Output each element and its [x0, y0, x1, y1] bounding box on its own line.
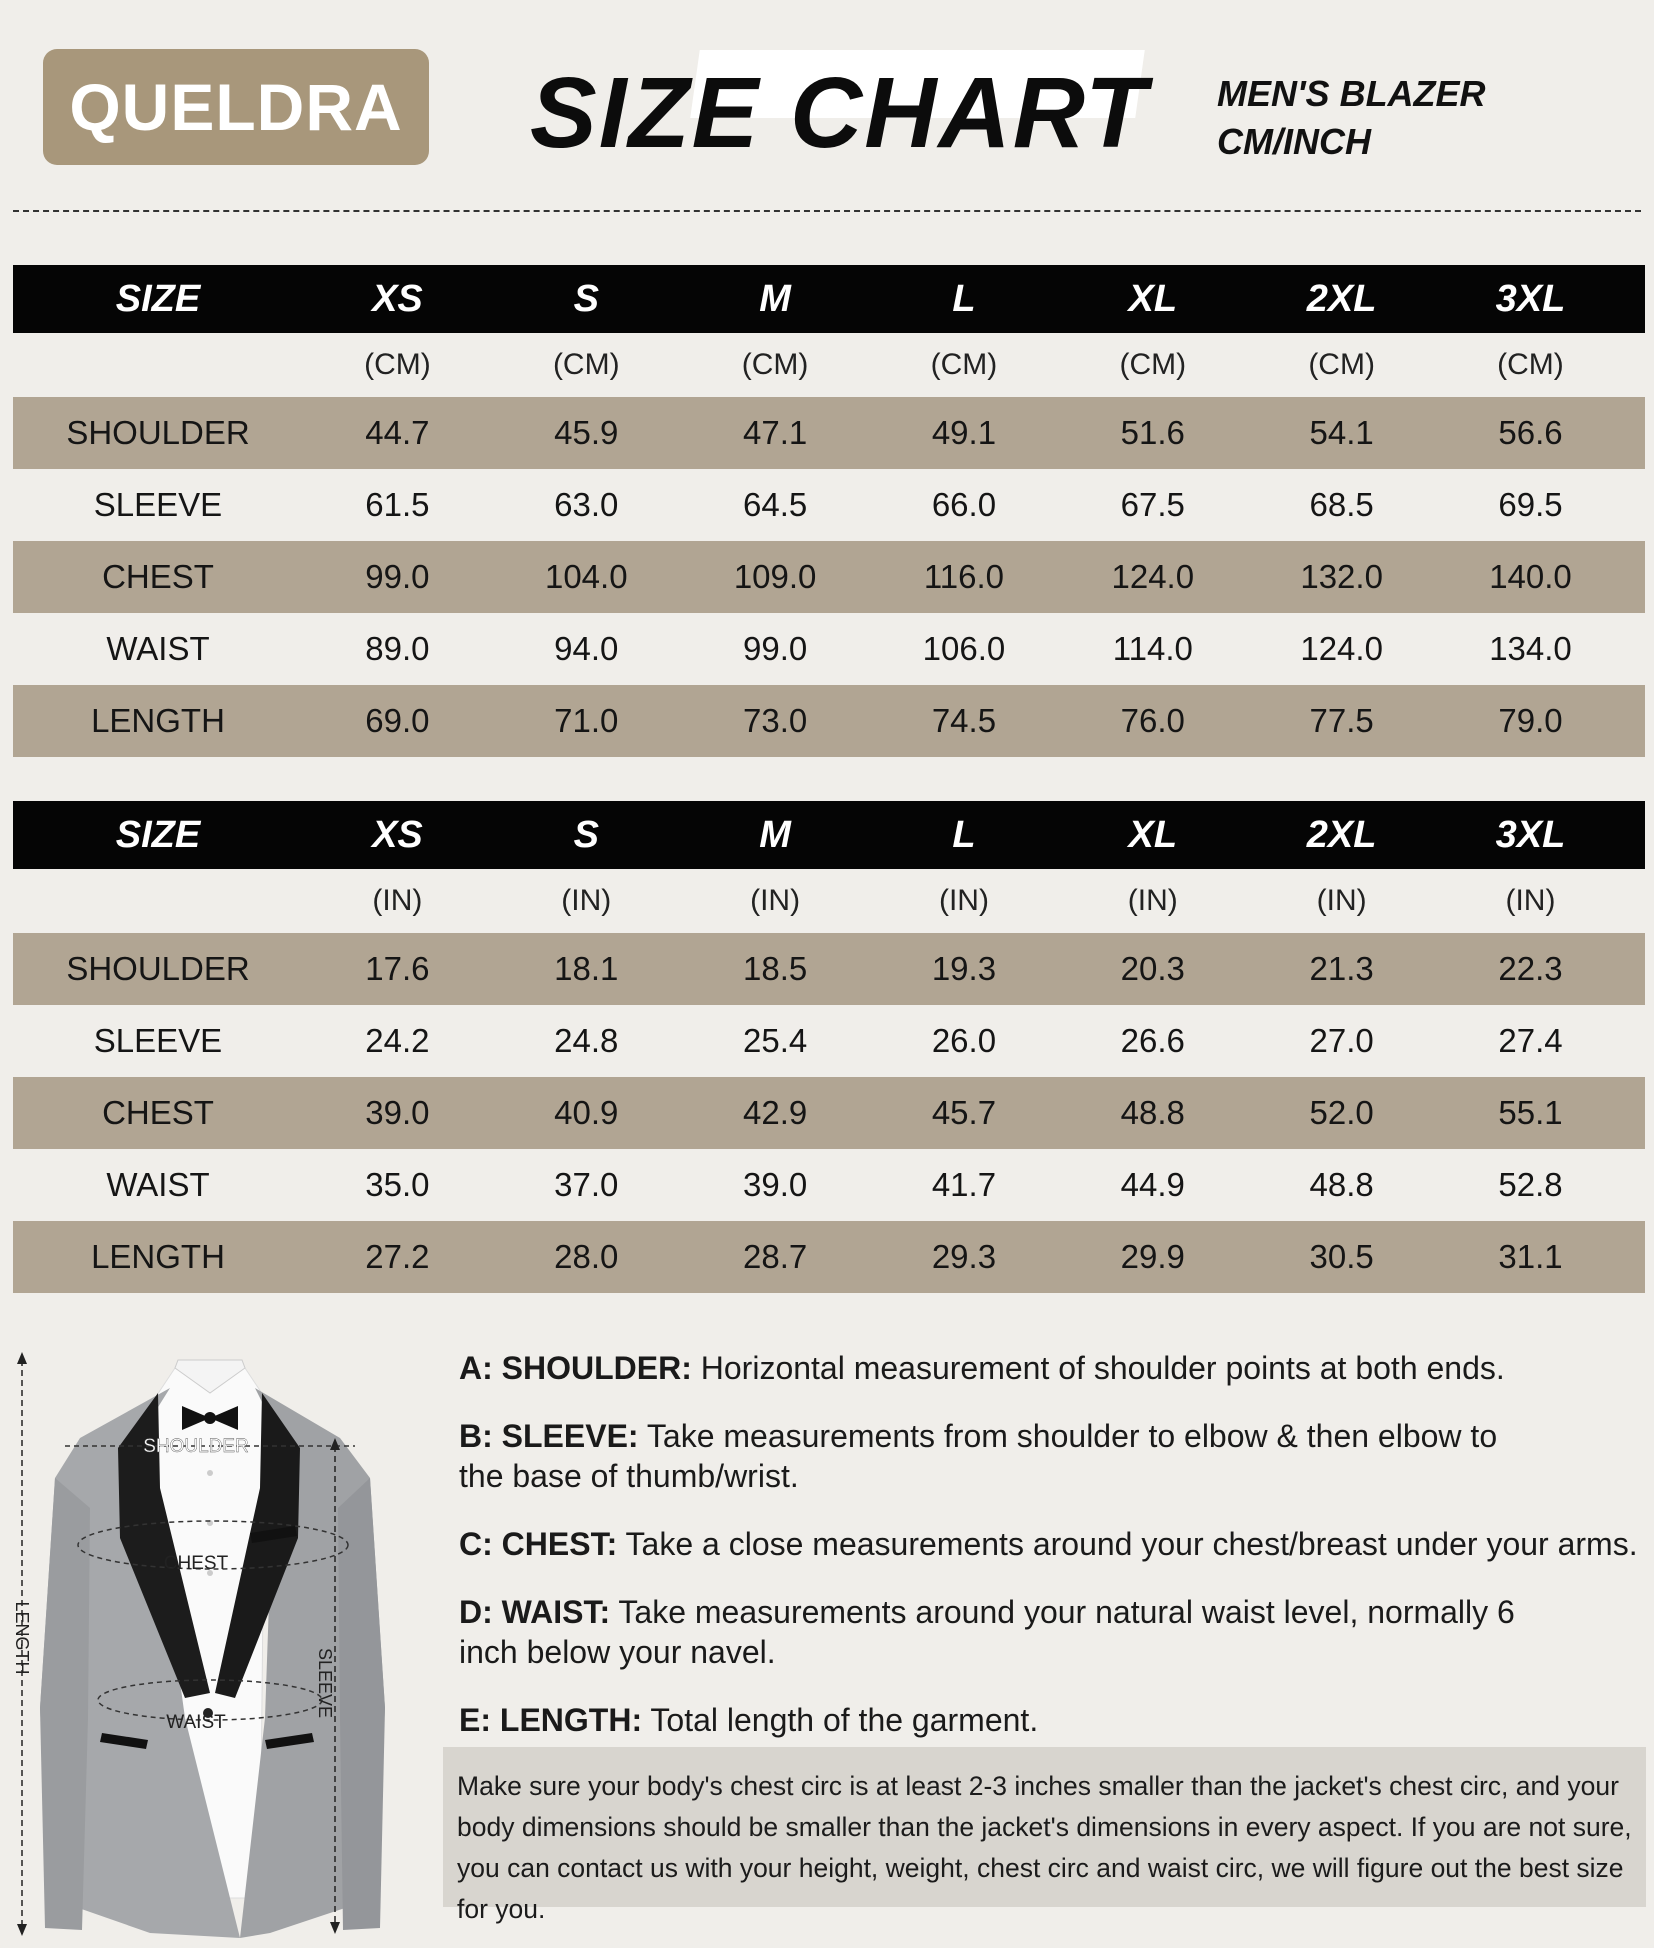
- header-cell: SIZE: [115, 813, 201, 856]
- table-cell: 39.0: [365, 1094, 430, 1131]
- table-cell: 44.9: [1120, 1166, 1185, 1203]
- size-table-inch: [13, 801, 1645, 1293]
- table-cell: 27.2: [365, 1238, 430, 1275]
- table-cell: 27.4: [1498, 1022, 1563, 1059]
- table-header-row: [13, 801, 1645, 869]
- table-cell: 20.3: [1120, 950, 1185, 987]
- definition-label: E: LENGTH:: [459, 1702, 643, 1738]
- header-cell: XS: [372, 813, 423, 856]
- header-cell: XS: [372, 277, 423, 320]
- table-cell: 52.0: [1309, 1094, 1374, 1131]
- table-cell: 61.5: [365, 486, 430, 523]
- table-row: [13, 1077, 1645, 1149]
- table-cell: 64.5: [742, 486, 808, 523]
- brand-logo-text: QUELDRA: [69, 70, 403, 144]
- table-cell: 124.0: [1300, 630, 1383, 667]
- table-row: [13, 685, 1645, 757]
- unit-cell: (CM): [930, 348, 998, 381]
- table-cell: 39.0: [742, 1166, 808, 1203]
- table-cell: 69.5: [1498, 486, 1563, 523]
- table-cell: 55.1: [1498, 1094, 1563, 1131]
- definition-text: Take measurements from shoulder to elbow & then elbow to the base of thumb/wrist.: [459, 1418, 1498, 1494]
- definition-chest: [459, 1524, 1639, 1564]
- table-cell: 94.0: [554, 630, 619, 667]
- definition-label: A: SHOULDER:: [459, 1350, 692, 1386]
- measurement-guide: [0, 1320, 1654, 1946]
- header-cell: L: [952, 277, 976, 320]
- table-cell: 99.0: [365, 558, 430, 595]
- table-cell: 104.0: [544, 558, 628, 595]
- table-cell: 18.5: [742, 950, 808, 987]
- unit-cell: (CM): [1308, 348, 1375, 381]
- header-cell: S: [573, 277, 599, 320]
- table-cell: 26.0: [931, 1022, 997, 1059]
- header-cell: 2XL: [1306, 813, 1377, 856]
- row-label: WAIST: [106, 1166, 210, 1203]
- unit-cell: (CM): [552, 348, 620, 381]
- table-cell: 67.5: [1120, 486, 1185, 523]
- page-subtitle: [1217, 70, 1486, 166]
- row-label: SLEEVE: [93, 1022, 223, 1059]
- table-row: [13, 613, 1645, 685]
- header-cell: M: [759, 813, 791, 856]
- table-cell: 47.1: [742, 414, 808, 451]
- table-cell: 68.5: [1309, 486, 1374, 523]
- diagram-label-chest: CHEST: [163, 1553, 229, 1574]
- table-cell: 40.9: [554, 1094, 619, 1131]
- definition-length: [459, 1700, 1639, 1740]
- table-cell: 124.0: [1111, 558, 1195, 595]
- subtitle-product: MEN'S BLAZER: [1217, 73, 1486, 114]
- unit-cell: (CM): [364, 348, 431, 381]
- table-cell: 134.0: [1489, 630, 1572, 667]
- definition-text: Take a close measurements around your chest/breast under your arms.: [625, 1526, 1638, 1562]
- row-label: LENGTH: [91, 702, 225, 739]
- diagram-label-length: LENGTH: [12, 1601, 32, 1675]
- table-cell: 109.0: [733, 558, 817, 595]
- table-cell: 31.1: [1498, 1238, 1563, 1275]
- table-cell: 45.7: [931, 1094, 997, 1131]
- table-cell: 66.0: [931, 486, 997, 523]
- table-cell: 37.0: [554, 1166, 619, 1203]
- table-cell: 48.8: [1120, 1094, 1185, 1131]
- unit-cell: (IN): [750, 884, 801, 917]
- unit-cell: (CM): [741, 348, 809, 381]
- table-row: [13, 933, 1645, 1005]
- measurement-definitions: [459, 1348, 1639, 1768]
- dashed-divider: [13, 210, 1641, 212]
- blazer-diagram: [10, 1338, 430, 1943]
- table-cell: 74.5: [931, 702, 997, 739]
- row-label: LENGTH: [91, 1238, 225, 1275]
- table-cell: 77.5: [1309, 702, 1374, 739]
- header-cell: XL: [1128, 813, 1178, 856]
- table-cell: 54.1: [1309, 414, 1374, 451]
- table-cell: 21.3: [1309, 950, 1374, 987]
- table-cell: 22.3: [1498, 950, 1563, 987]
- table-cell: 116.0: [923, 558, 1005, 595]
- sizing-note: Make sure your body's chest circ is at least 2-3 inches smaller than the jacket's chest circ, and your body dimensions should be smaller than the jacket's dimensions in every aspect. If you are not sure, you can contact us with your height, weight, chest circ and waist circ, we will figure out the best size for you.: [443, 1747, 1646, 1907]
- definition-label: D: WAIST:: [459, 1594, 611, 1630]
- table-cell: 42.9: [742, 1094, 808, 1131]
- table-cell: 71.0: [554, 702, 619, 739]
- table-cell: 18.1: [554, 950, 619, 987]
- table-unit-row: [13, 869, 1645, 933]
- row-label: SHOULDER: [66, 950, 250, 987]
- table-cell: 44.7: [365, 414, 430, 451]
- row-label: CHEST: [102, 1094, 214, 1131]
- unit-cell: (IN): [1505, 884, 1556, 917]
- table-cell: 24.2: [365, 1022, 430, 1059]
- header-cell: 3XL: [1495, 277, 1566, 320]
- unit-cell: (IN): [938, 884, 989, 917]
- table-cell: 17.6: [365, 950, 430, 987]
- header-cell: SIZE: [115, 277, 201, 320]
- row-label: CHEST: [102, 558, 214, 595]
- header-cell: S: [573, 813, 599, 856]
- definition-sleeve: [459, 1416, 1539, 1496]
- table-cell: 63.0: [554, 486, 619, 523]
- diagram-label-shoulder: SHOULDER: [143, 1436, 249, 1457]
- table-cell: 79.0: [1498, 702, 1563, 739]
- unit-cell: (IN): [372, 884, 423, 917]
- table-cell: 35.0: [365, 1166, 430, 1203]
- table-cell: 27.0: [1309, 1022, 1374, 1059]
- table-unit-row: [13, 333, 1645, 397]
- table-cell: 19.3: [931, 950, 997, 987]
- table-cell: 25.4: [742, 1022, 808, 1059]
- table-cell: 49.1: [931, 414, 997, 451]
- table-cell: 99.0: [742, 630, 808, 667]
- size-table-cm: [13, 265, 1645, 757]
- header-cell: 3XL: [1495, 813, 1566, 856]
- table-cell: 24.8: [554, 1022, 619, 1059]
- definition-label: C: CHEST:: [459, 1526, 618, 1562]
- table-cell: 51.6: [1120, 414, 1185, 451]
- header-cell: M: [759, 277, 791, 320]
- row-label: SLEEVE: [93, 486, 223, 523]
- table-cell: 69.0: [365, 702, 430, 739]
- table-row: [13, 541, 1645, 613]
- table-cell: 41.7: [931, 1166, 997, 1203]
- table-cell: 29.9: [1120, 1238, 1185, 1275]
- definition-text: Horizontal measurement of shoulder points at both ends.: [700, 1350, 1505, 1386]
- definition-text: Total length of the garment.: [650, 1702, 1039, 1738]
- definition-shoulder: [459, 1348, 1639, 1388]
- header-cell: L: [952, 813, 976, 856]
- table-row: [13, 1149, 1645, 1221]
- subtitle-units: CM/INCH: [1217, 121, 1371, 162]
- unit-cell: (IN): [1316, 884, 1367, 917]
- unit-cell: (IN): [561, 884, 612, 917]
- diagram-label-waist: WAIST: [166, 1712, 226, 1733]
- title-block: [520, 48, 1149, 178]
- table-cell: 140.0: [1489, 558, 1572, 595]
- table-cell: 89.0: [365, 630, 430, 667]
- unit-cell: (CM): [1119, 348, 1187, 381]
- table-cell: 114.0: [1112, 630, 1193, 667]
- page-header: [0, 0, 1654, 215]
- header-cell: XL: [1128, 277, 1178, 320]
- table-cell: 45.9: [554, 414, 619, 451]
- table-row: [13, 469, 1645, 541]
- unit-cell: (IN): [1127, 884, 1178, 917]
- table-cell: 132.0: [1300, 558, 1383, 595]
- table-row: [13, 397, 1645, 469]
- row-label: WAIST: [106, 630, 210, 667]
- table-header-row: [13, 265, 1645, 333]
- table-cell: 106.0: [922, 630, 1006, 667]
- table-cell: 52.8: [1498, 1166, 1563, 1203]
- page-title: SIZE CHART: [530, 57, 1149, 169]
- table-cell: 76.0: [1120, 702, 1185, 739]
- table-cell: 28.7: [742, 1238, 808, 1275]
- table-row: [13, 1005, 1645, 1077]
- definition-text: Take measurements around your natural waist level, normally 6 inch below your navel.: [459, 1594, 1515, 1670]
- header-cell: 2XL: [1306, 277, 1377, 320]
- diagram-label-sleeve: SLEEVE: [315, 1647, 335, 1719]
- definition-label: B: SLEEVE:: [459, 1418, 639, 1454]
- table-cell: 56.6: [1498, 414, 1563, 451]
- table-cell: 48.8: [1309, 1166, 1374, 1203]
- table-cell: 30.5: [1309, 1238, 1374, 1275]
- blazer-illustration: [10, 1338, 430, 1943]
- table-cell: 26.6: [1120, 1022, 1185, 1059]
- table-cell: 28.0: [554, 1238, 619, 1275]
- row-label: SHOULDER: [66, 414, 250, 451]
- unit-cell: (CM): [1497, 348, 1564, 381]
- definition-waist: [459, 1592, 1539, 1672]
- table-cell: 29.3: [931, 1238, 997, 1275]
- table-cell: 73.0: [742, 702, 808, 739]
- table-row: [13, 1221, 1645, 1293]
- brand-logo: [43, 49, 429, 165]
